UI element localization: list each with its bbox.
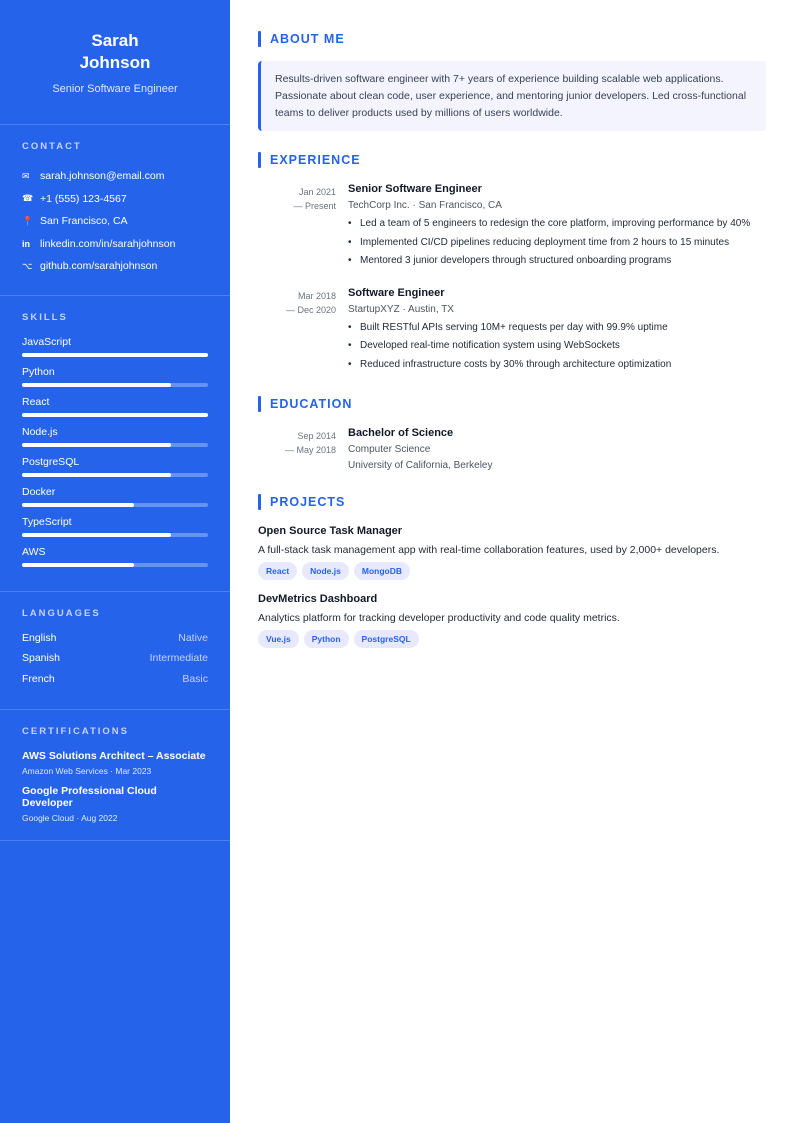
education-heading <box>258 396 766 412</box>
main-content <box>258 31 766 648</box>
entry-company: StartupXYZ · Austin, TX <box>348 303 454 315</box>
tag-badge: Node.js <box>302 562 349 580</box>
tag-badge: MongoDB <box>354 562 410 580</box>
bullet-item: • Mentored 3 junior developers through structured onboarding programs <box>348 252 766 271</box>
project-name: Open Source Task Manager <box>258 525 403 537</box>
certifications-section <box>0 710 230 841</box>
contact-phone[interactable] <box>22 188 208 211</box>
language-level: Basic <box>182 672 208 685</box>
entry-dates <box>258 287 348 375</box>
skill-bar-fill <box>22 383 171 387</box>
experience-entry <box>258 287 766 375</box>
project-tags <box>258 562 766 580</box>
experience-heading <box>258 152 766 168</box>
skills-section <box>0 296 230 592</box>
sidebar <box>0 0 230 1123</box>
job-title: Senior Software Engineer <box>52 83 178 95</box>
entry-dates <box>258 427 348 471</box>
skill-item <box>22 546 208 567</box>
entry-company: TechCorp Inc. · San Francisco, CA <box>348 200 502 211</box>
github-icon: ⌥ <box>22 260 33 271</box>
tag-badge: Python <box>304 630 349 648</box>
envelope-icon: ✉ <box>22 170 30 181</box>
last-name: Johnson <box>79 53 151 72</box>
skill-bar-fill <box>22 533 171 537</box>
project-item <box>258 525 766 580</box>
contact-title: CONTACT <box>22 141 82 152</box>
heading-accent-bar <box>258 494 261 510</box>
entry-start-date: Sep 2014 <box>297 431 336 441</box>
skill-name: PostgreSQL <box>22 455 80 468</box>
entry-school: University of California, Berkeley <box>348 460 493 471</box>
language-item <box>22 652 208 673</box>
bullet-item: • Built RESTful APIs serving 10M+ requests per day with 99.9% uptime <box>348 319 766 338</box>
projects-title: PROJECTS <box>270 495 346 509</box>
heading-accent-bar <box>258 152 261 168</box>
certification-item <box>22 750 208 776</box>
skill-bar-fill <box>22 563 134 567</box>
skills-list <box>22 336 208 567</box>
certification-detail: Amazon Web Services · Mar 2023 <box>22 766 152 776</box>
contact-linkedin[interactable] <box>22 233 208 256</box>
entry-start-date: Jan 2021 <box>298 187 336 197</box>
skill-bar-track <box>22 383 208 387</box>
linkedin-icon: in <box>22 238 30 249</box>
skill-name: TypeScript <box>22 515 72 528</box>
education-entry <box>258 427 766 471</box>
entry-field: Computer Science <box>348 444 431 455</box>
tag-badge: React <box>258 562 297 580</box>
skill-name: JavaScript <box>22 335 72 348</box>
skill-bar-track <box>22 413 208 417</box>
languages-section <box>0 592 230 711</box>
skill-bar-track <box>22 563 208 567</box>
skills-title: SKILLS <box>22 311 68 323</box>
entry-body <box>348 427 766 471</box>
heading-accent-bar <box>258 31 261 47</box>
skill-name: AWS <box>22 545 46 558</box>
language-level: Native <box>178 631 208 644</box>
contact-linkedin-text: linkedin.com/in/sarahjohnson <box>40 237 176 250</box>
entry-dates <box>258 183 348 271</box>
skill-name: Node.js <box>22 425 58 438</box>
skill-bar-track <box>22 443 208 447</box>
certification-detail: Google Cloud · Aug 2022 <box>22 813 118 823</box>
entry-body <box>348 183 766 271</box>
entry-role: Senior Software Engineer <box>348 183 482 195</box>
bullet-item: • Developed real-time notification system using WebSockets <box>348 337 766 356</box>
entry-end-date: — May 2018 <box>284 445 336 455</box>
skill-name: Python <box>22 365 55 378</box>
skill-item <box>22 486 208 507</box>
bullet-item: • Implemented CI/CD pipelines reducing deployment time from 2 hours to 15 minutes <box>348 234 766 253</box>
phone-icon: ☎ <box>22 193 34 204</box>
skill-bar-fill <box>22 353 208 357</box>
certification-item <box>22 785 208 823</box>
contact-section <box>0 125 230 296</box>
heading-accent-bar <box>258 396 261 412</box>
language-item <box>22 632 208 653</box>
project-item <box>258 593 766 648</box>
about-title: ABOUT ME <box>270 32 345 46</box>
language-name: French <box>22 672 55 685</box>
skill-name: Docker <box>22 485 56 498</box>
entry-role: Software Engineer <box>348 286 445 299</box>
skill-item <box>22 336 208 357</box>
entry-end-date: — Dec 2020 <box>285 304 336 315</box>
skill-bar-fill <box>22 443 171 447</box>
entry-degree: Bachelor of Science <box>348 427 454 439</box>
certification-name: AWS Solutions Architect – Associate <box>22 750 206 762</box>
contact-email-text: sarah.johnson@email.com <box>40 170 165 183</box>
skill-bar-track <box>22 503 208 507</box>
experience-title: EXPERIENCE <box>270 153 361 167</box>
skill-bar-fill <box>22 413 208 417</box>
location-pin-icon: 📍 <box>22 215 34 226</box>
about-text: Results-driven software engineer with 7+ years of experience building scalable web applications. Passionate about clean code, user experience, and mentoring junior developers. Led cross-functional teams to deliver products used by millions of users worldwide. <box>258 61 766 131</box>
first-name: Sarah <box>91 31 139 50</box>
profile-header <box>0 0 230 125</box>
about-heading <box>258 31 766 47</box>
skill-bar-fill <box>22 473 171 477</box>
skill-name: React <box>22 395 50 408</box>
entry-end-date: — Present <box>293 201 336 211</box>
certification-name: Google Professional Cloud Developer <box>22 785 157 809</box>
project-description: A full-stack task management app with real-time collaboration features, used by 2,000+ developers. <box>258 544 720 556</box>
project-name: DevMetrics Dashboard <box>258 593 378 605</box>
contact-github-text: github.com/sarahjohnson <box>40 260 158 273</box>
projects-heading <box>258 494 766 510</box>
contact-phone-text: +1 (555) 123-4567 <box>40 192 127 205</box>
language-name: Spanish <box>22 652 60 664</box>
bullet-item: • Reduced infrastructure costs by 30% through architecture optimization <box>348 356 766 375</box>
tag-badge: Vue.js <box>258 630 299 648</box>
contact-location <box>22 210 208 233</box>
skill-item <box>22 366 208 387</box>
experience-entry <box>258 183 766 271</box>
skill-item <box>22 456 208 477</box>
education-title: EDUCATION <box>270 397 353 411</box>
entry-bullets <box>348 215 766 271</box>
skill-bar-fill <box>22 503 134 507</box>
bullet-item: • Led a team of 5 engineers to redesign the core platform, improving performance by 40% <box>348 215 766 234</box>
skill-bar-track <box>22 353 208 357</box>
language-level: Intermediate <box>149 652 208 664</box>
contact-github[interactable] <box>22 255 208 278</box>
language-name: English <box>22 631 57 644</box>
entry-body <box>348 287 766 375</box>
skill-item <box>22 426 208 447</box>
skill-item <box>22 396 208 417</box>
contact-location-text: San Francisco, CA <box>40 215 128 228</box>
contact-email[interactable] <box>22 165 208 188</box>
languages-title: LANGUAGES <box>22 607 101 619</box>
project-tags <box>258 630 766 648</box>
certifications-title: CERTIFICATIONS <box>22 726 129 737</box>
entry-bullets <box>348 319 766 375</box>
skill-bar-track <box>22 473 208 477</box>
entry-start-date: Mar 2018 <box>297 290 336 301</box>
skill-bar-track <box>22 533 208 537</box>
project-description: Analytics platform for tracking developer productivity and code quality metrics. <box>258 612 620 624</box>
language-item <box>22 673 208 694</box>
skill-item <box>22 516 208 537</box>
tag-badge: PostgreSQL <box>354 630 419 648</box>
